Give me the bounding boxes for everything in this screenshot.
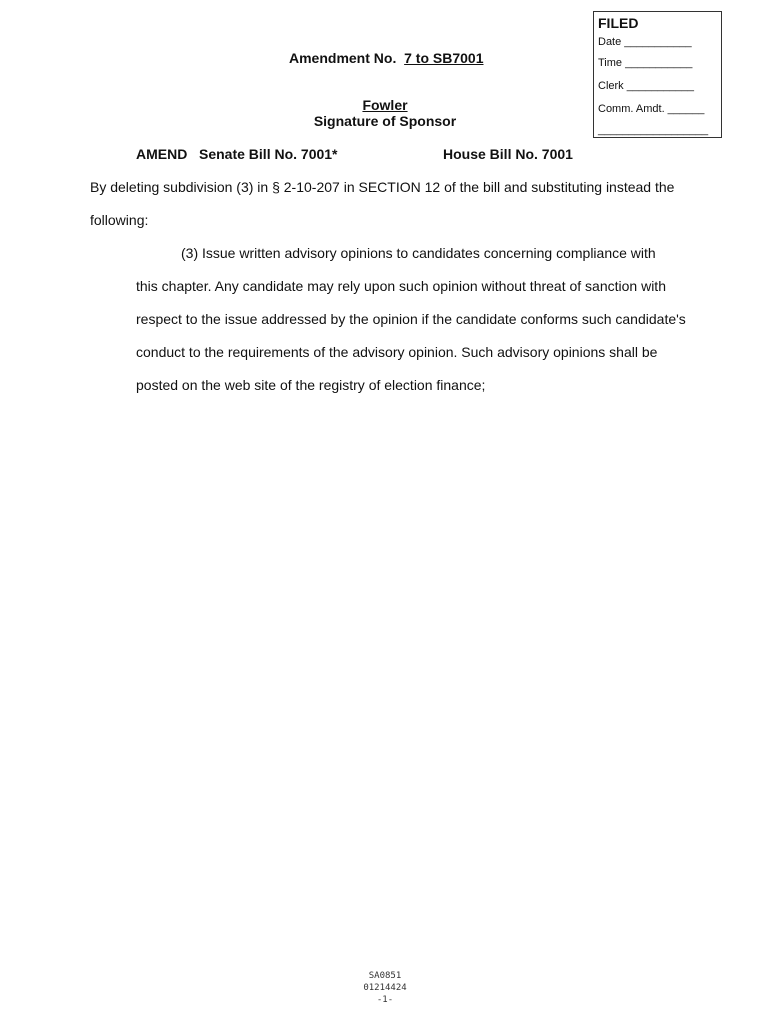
footer-page-number: -1- xyxy=(376,995,394,1005)
body-line: (3) Issue written advisory opinions to candidates concerning compliance with xyxy=(181,245,656,261)
filed-blank-line: __________________ xyxy=(598,124,709,136)
footer-number: 01214424 xyxy=(363,983,407,993)
filed-clerk-line: Clerk ___________ xyxy=(598,80,695,92)
footer-code: SA0851 xyxy=(368,971,402,981)
senate-bill-number: Senate Bill No. 7001* xyxy=(199,146,338,162)
body-line: posted on the web site of the registry of election finance; xyxy=(136,377,486,393)
filed-date-line: Date ___________ xyxy=(598,36,692,48)
filed-comm-amdt-line: Comm. Amdt. ______ xyxy=(598,103,705,115)
sponsor-caption: Signature of Sponsor xyxy=(313,113,457,129)
amendment-reference: 7 to SB7001 xyxy=(404,50,484,66)
filed-time-line: Time ___________ xyxy=(598,57,693,69)
body-line: this chapter. Any candidate may rely upon such opinion without threat of sanction with xyxy=(136,278,666,294)
amendment-prefix: Amendment No. xyxy=(289,50,397,66)
house-bill-number: House Bill No. 7001 xyxy=(443,146,573,162)
amend-label: AMEND xyxy=(136,146,188,162)
body-line: By deleting subdivision (3) in § 2-10-207 in SECTION 12 of the bill and substituting instead the xyxy=(90,179,675,195)
body-line: respect to the issue addressed by the opinion if the candidate conforms such candidate's xyxy=(136,311,686,327)
body-line: conduct to the requirements of the advisory opinion. Such advisory opinions shall be xyxy=(136,344,658,360)
sponsor-signature: Fowler xyxy=(362,97,408,113)
filed-title: FILED xyxy=(598,15,639,31)
amendment-title xyxy=(289,50,484,66)
body-line: following: xyxy=(90,212,149,228)
